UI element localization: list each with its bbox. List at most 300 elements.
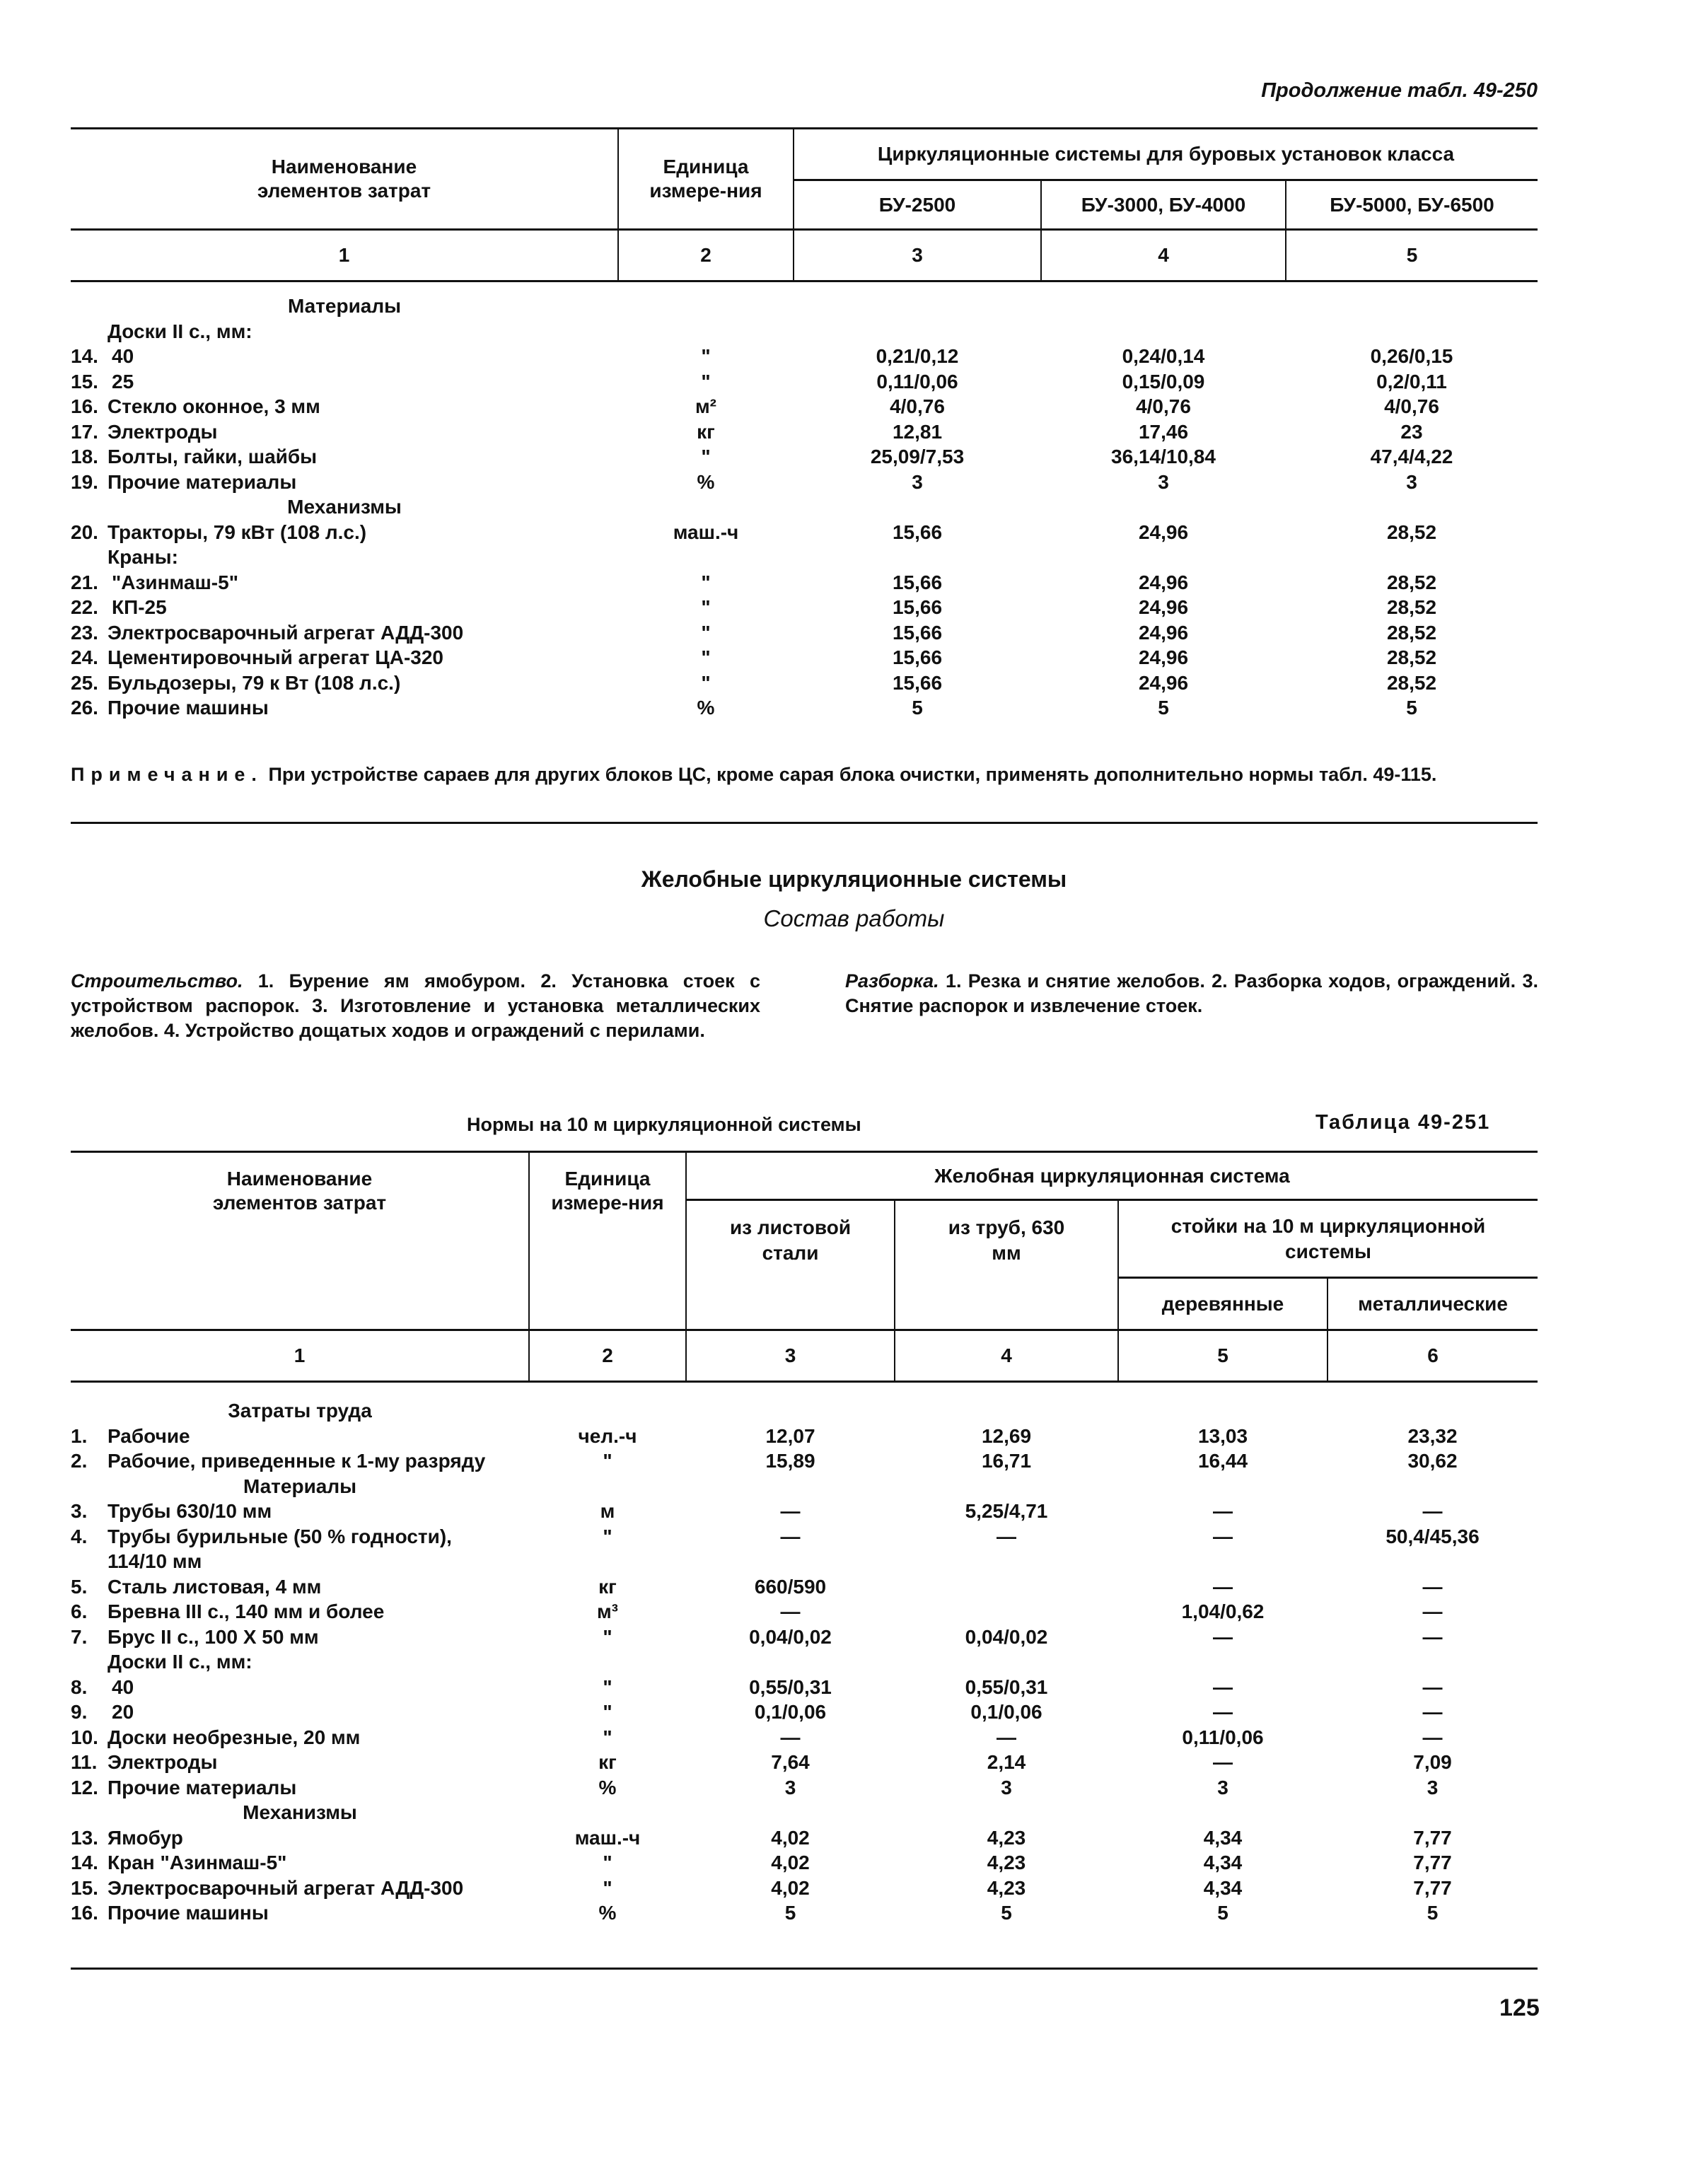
unit-cell: " bbox=[603, 1726, 612, 1748]
row-name bbox=[71, 1876, 529, 1901]
empty-cell bbox=[794, 319, 1041, 344]
table-row bbox=[71, 319, 1538, 344]
unit-cell: " bbox=[701, 646, 711, 668]
header-pipes: из труб, 630 мм bbox=[895, 1200, 1118, 1330]
value-cell: 12,07 bbox=[765, 1424, 815, 1447]
value-cell: — bbox=[780, 1600, 801, 1622]
value-cell: 4,02 bbox=[771, 1876, 810, 1899]
row-name bbox=[71, 1424, 529, 1449]
row-number: 24. bbox=[71, 646, 98, 668]
empty-cell bbox=[1041, 319, 1286, 344]
unit-cell: " bbox=[603, 1450, 612, 1472]
unit-cell: " bbox=[603, 1525, 612, 1547]
empty-cell bbox=[895, 1474, 1118, 1499]
value-cell: — bbox=[997, 1525, 1016, 1547]
value-cell: 17,46 bbox=[1138, 420, 1189, 443]
table-row bbox=[71, 1625, 1538, 1650]
value-cell: 28,52 bbox=[1386, 646, 1437, 668]
row-label: Стекло оконное, 3 мм bbox=[108, 395, 320, 417]
row-name bbox=[71, 570, 618, 595]
value-cell: 4/0,76 bbox=[1136, 395, 1191, 417]
value-cell: 3 bbox=[784, 1776, 796, 1798]
col-num-1: 1 bbox=[71, 1330, 529, 1382]
table-row bbox=[71, 1775, 1538, 1801]
empty-cell bbox=[1286, 494, 1538, 520]
row-subheading bbox=[71, 545, 618, 570]
unit-cell: " bbox=[603, 1876, 612, 1899]
value-cell: 15,66 bbox=[892, 571, 943, 593]
row-name bbox=[71, 1825, 529, 1851]
value-cell: 24,96 bbox=[1138, 671, 1189, 694]
empty-cell bbox=[686, 1382, 895, 1424]
note-label: Примечание. bbox=[71, 764, 263, 785]
value-cell: 0,1/0,06 bbox=[754, 1701, 827, 1723]
table-row bbox=[71, 1850, 1538, 1876]
header-unit: Единица измере-ния bbox=[529, 1152, 686, 1330]
table-row bbox=[71, 1574, 1538, 1600]
value-cell: — bbox=[1422, 1500, 1443, 1522]
row-label: Прочие машины bbox=[108, 1902, 269, 1924]
value-cell: 16,71 bbox=[981, 1450, 1032, 1472]
row-number: 14. bbox=[71, 1852, 98, 1873]
row-name bbox=[71, 344, 618, 369]
row-label: Доски II с., мм: bbox=[108, 320, 252, 342]
section-title: Желобные циркуляционные системы bbox=[641, 866, 1067, 892]
unit-cell: маш.-ч bbox=[673, 521, 739, 543]
table-row bbox=[71, 595, 1538, 620]
value-cell: 0,26/0,15 bbox=[1370, 345, 1453, 367]
row-label: 20 bbox=[112, 1701, 134, 1723]
unit-cell: " bbox=[701, 370, 711, 393]
table-row bbox=[71, 1382, 1538, 1424]
table-row bbox=[71, 1725, 1538, 1750]
table-caption: Нормы на 10 м циркуляционной системы bbox=[467, 1114, 861, 1135]
section-heading: Материалы bbox=[243, 1475, 357, 1497]
value-cell: 5 bbox=[1217, 1902, 1228, 1924]
row-name bbox=[71, 394, 618, 419]
empty-cell bbox=[686, 1800, 895, 1825]
empty-cell bbox=[895, 1549, 1118, 1574]
value-cell: 30,62 bbox=[1407, 1450, 1458, 1472]
table-row bbox=[71, 545, 1538, 570]
table-row bbox=[71, 1675, 1538, 1700]
empty-cell bbox=[1328, 1382, 1538, 1424]
col-num-4: 4 bbox=[1041, 230, 1286, 281]
unit-cell: % bbox=[697, 697, 715, 719]
section-subtitle: Состав работы bbox=[763, 905, 945, 931]
row-number: 3. bbox=[71, 1500, 88, 1522]
empty-cell bbox=[1118, 1800, 1328, 1825]
value-cell: 4,23 bbox=[987, 1876, 1026, 1899]
value-cell: 2,14 bbox=[987, 1751, 1026, 1773]
unit-cell: кг bbox=[697, 420, 715, 443]
divider bbox=[71, 822, 1538, 824]
value-cell: 24,96 bbox=[1138, 646, 1189, 668]
value-cell bbox=[895, 1574, 1118, 1600]
table-number: Таблица 49-251 bbox=[1315, 1111, 1491, 1134]
header-col-5: БУ-5000, БУ-6500 bbox=[1286, 180, 1538, 230]
value-cell: 0,2/0,11 bbox=[1376, 370, 1447, 393]
unit-cell: м² bbox=[695, 395, 717, 417]
table-row bbox=[71, 695, 1538, 721]
col-num-2: 2 bbox=[618, 230, 794, 281]
row-label: 40 bbox=[112, 345, 134, 367]
value-cell: 36,14/10,84 bbox=[1111, 446, 1216, 467]
table-body bbox=[71, 1382, 1538, 1926]
table-row bbox=[71, 419, 1538, 445]
empty-cell bbox=[1041, 494, 1286, 520]
empty-cell bbox=[1286, 545, 1538, 570]
row-subheading bbox=[71, 1649, 529, 1675]
row-label: Электроды bbox=[108, 420, 218, 443]
row-label: Краны: bbox=[108, 546, 178, 568]
empty-cell bbox=[1118, 1382, 1328, 1424]
row-label: Прочие материалы bbox=[108, 1776, 297, 1798]
row-name bbox=[71, 1725, 529, 1750]
value-cell: 1,04/0,62 bbox=[1181, 1600, 1265, 1622]
unit-cell: кг bbox=[598, 1575, 617, 1598]
value-cell: 15,66 bbox=[892, 621, 943, 644]
row-label: Электроды bbox=[108, 1751, 218, 1773]
value-cell: 15,66 bbox=[892, 521, 943, 543]
row-label: Ямобур bbox=[108, 1826, 183, 1849]
empty-cell bbox=[794, 281, 1041, 319]
header-name: Наименование элементов затрат bbox=[71, 1152, 529, 1330]
header-col-3: БУ-2500 bbox=[794, 180, 1041, 230]
value-cell: — bbox=[1213, 1701, 1233, 1723]
value-cell: 5 bbox=[784, 1902, 796, 1924]
value-cell: 5 bbox=[1406, 697, 1417, 719]
row-number: 17. bbox=[71, 420, 98, 443]
empty-cell bbox=[895, 1649, 1118, 1675]
value-cell: 15,66 bbox=[892, 646, 943, 668]
value-cell: 3 bbox=[1158, 470, 1169, 493]
empty-cell bbox=[1328, 1474, 1538, 1499]
empty-cell bbox=[529, 1549, 686, 1574]
table-row bbox=[71, 494, 1538, 520]
row-label: Тракторы, 79 кВт (108 л.с.) bbox=[108, 521, 367, 543]
table-body bbox=[71, 281, 1538, 721]
row-label: 114/10 мм bbox=[108, 1550, 202, 1572]
table-row bbox=[71, 1699, 1538, 1725]
value-cell: 4/0,76 bbox=[890, 395, 945, 417]
value-cell: 28,52 bbox=[1386, 621, 1437, 644]
empty-cell bbox=[1328, 1649, 1538, 1675]
row-number: 8. bbox=[71, 1675, 88, 1698]
value-cell: 28,52 bbox=[1386, 671, 1437, 694]
row-number: 4. bbox=[71, 1525, 88, 1547]
table-row bbox=[71, 281, 1538, 319]
value-cell: 4,34 bbox=[1203, 1852, 1243, 1873]
table-row bbox=[71, 444, 1538, 470]
value-cell: 7,77 bbox=[1413, 1826, 1452, 1849]
row-label: Брус II с., 100 X 50 мм bbox=[108, 1625, 319, 1648]
row-number: 2. bbox=[71, 1450, 88, 1472]
row-number: 19. bbox=[71, 470, 98, 493]
value-cell: — bbox=[780, 1525, 801, 1547]
value-cell: 4,23 bbox=[987, 1852, 1026, 1873]
value-cell: 0,21/0,12 bbox=[876, 345, 959, 367]
unit-cell: " bbox=[701, 571, 711, 593]
row-label: Электросварочный агрегат АДД-300 bbox=[108, 621, 464, 644]
col-num-3: 3 bbox=[686, 1330, 895, 1382]
empty-cell bbox=[529, 1382, 686, 1424]
row-number: 18. bbox=[71, 446, 98, 467]
section-heading: Материалы bbox=[287, 295, 402, 317]
empty-cell bbox=[618, 545, 794, 570]
row-number: 26. bbox=[71, 697, 98, 719]
value-cell: 3 bbox=[912, 470, 923, 493]
work-construction bbox=[71, 969, 760, 1043]
value-cell: 7,77 bbox=[1413, 1852, 1452, 1873]
empty-cell bbox=[686, 1549, 895, 1574]
value-cell: 24,96 bbox=[1138, 596, 1189, 618]
row-name bbox=[71, 595, 618, 620]
row-label: Электросварочный агрегат АДД-300 bbox=[108, 1876, 464, 1899]
row-label: Рабочие bbox=[108, 1424, 190, 1447]
value-cell: 4,23 bbox=[987, 1826, 1026, 1849]
empty-cell bbox=[1118, 1549, 1328, 1574]
unit-cell: % bbox=[598, 1776, 617, 1798]
unit-cell: " bbox=[603, 1701, 612, 1723]
value-cell: 47,4/4,22 bbox=[1370, 446, 1453, 467]
value-cell: — bbox=[1213, 1625, 1233, 1648]
empty-cell bbox=[794, 494, 1041, 520]
col-num-6: 6 bbox=[1328, 1330, 1538, 1382]
unit-cell: " bbox=[603, 1625, 612, 1648]
section-heading: Затраты труда bbox=[228, 1400, 372, 1422]
unit-cell: % bbox=[697, 470, 715, 493]
value-cell: 0,04/0,02 bbox=[965, 1625, 1048, 1648]
value-cell: 24,96 bbox=[1138, 621, 1189, 644]
table-row bbox=[71, 369, 1538, 395]
value-cell: 28,52 bbox=[1386, 521, 1437, 543]
value-cell: 12,69 bbox=[981, 1424, 1032, 1447]
row-number: 5. bbox=[71, 1575, 88, 1598]
value-cell: 24,96 bbox=[1138, 521, 1189, 543]
work-dismantling bbox=[845, 969, 1538, 1018]
value-cell: 4,34 bbox=[1203, 1876, 1243, 1899]
row-name bbox=[71, 670, 618, 696]
table-row bbox=[71, 1599, 1538, 1625]
row-number: 12. bbox=[71, 1776, 98, 1798]
value-cell: 7,09 bbox=[1413, 1751, 1452, 1773]
header-sheet: из листовой стали bbox=[686, 1200, 895, 1330]
table-row bbox=[71, 344, 1538, 369]
table-row bbox=[71, 670, 1538, 696]
value-cell: — bbox=[780, 1500, 801, 1522]
row-name bbox=[71, 1625, 529, 1650]
value-cell: — bbox=[1213, 1675, 1233, 1698]
unit-cell: кг bbox=[598, 1751, 617, 1773]
value-cell: 16,44 bbox=[1197, 1450, 1248, 1472]
value-cell: 0,24/0,14 bbox=[1122, 345, 1205, 367]
table-row bbox=[71, 1549, 1538, 1574]
empty-cell bbox=[529, 1474, 686, 1499]
row-label: КП-25 bbox=[112, 596, 167, 618]
empty-cell bbox=[529, 1800, 686, 1825]
value-cell: 3 bbox=[1406, 470, 1417, 493]
value-cell: 13,03 bbox=[1197, 1424, 1248, 1447]
row-name bbox=[71, 1699, 529, 1725]
value-cell: 24,96 bbox=[1138, 571, 1189, 593]
unit-cell: % bbox=[598, 1902, 617, 1924]
row-name bbox=[71, 419, 618, 445]
row-continuation bbox=[71, 1549, 529, 1574]
row-label: Трубы бурильные (50 % годности), bbox=[108, 1525, 452, 1547]
empty-cell bbox=[618, 281, 794, 319]
row-name bbox=[71, 620, 618, 646]
row-name bbox=[71, 1524, 529, 1550]
row-name bbox=[71, 1675, 529, 1700]
empty-cell bbox=[1286, 281, 1538, 319]
row-name bbox=[71, 1448, 529, 1474]
header-metal: металлические bbox=[1328, 1278, 1538, 1330]
row-number: 14. bbox=[71, 345, 98, 367]
table-row bbox=[71, 1750, 1538, 1775]
value-cell: — bbox=[1422, 1726, 1443, 1748]
row-number: 9. bbox=[71, 1701, 88, 1723]
header-col-4: БУ-3000, БУ-4000 bbox=[1041, 180, 1286, 230]
value-cell: — bbox=[1422, 1701, 1443, 1723]
row-label: Трубы 630/10 мм bbox=[108, 1500, 272, 1522]
value-cell: 0,55/0,31 bbox=[749, 1675, 832, 1698]
value-cell: 0,1/0,06 bbox=[970, 1701, 1042, 1723]
row-number: 10. bbox=[71, 1726, 98, 1748]
unit-cell: м³ bbox=[596, 1600, 619, 1622]
value-cell: — bbox=[1213, 1751, 1233, 1773]
value-cell: 4/0,76 bbox=[1384, 395, 1439, 417]
table-row bbox=[71, 520, 1538, 545]
value-cell: 0,55/0,31 bbox=[965, 1675, 1048, 1698]
value-cell: 0,11/0,06 bbox=[876, 370, 958, 393]
value-cell: 5 bbox=[1427, 1902, 1439, 1924]
empty-cell bbox=[618, 494, 794, 520]
value-cell: — bbox=[1213, 1500, 1233, 1522]
empty-cell bbox=[1328, 1800, 1538, 1825]
col-num-3: 3 bbox=[794, 230, 1041, 281]
empty-cell bbox=[1328, 1549, 1538, 1574]
table-row bbox=[71, 1649, 1538, 1675]
row-label: "Азинмаш-5" bbox=[112, 571, 238, 593]
table-row bbox=[71, 645, 1538, 670]
value-cell: 15,66 bbox=[892, 596, 943, 618]
row-number: 1. bbox=[71, 1424, 88, 1447]
table-row bbox=[71, 470, 1538, 495]
row-label: 40 bbox=[112, 1675, 134, 1698]
table-row bbox=[71, 1524, 1538, 1550]
table-row bbox=[71, 1474, 1538, 1499]
row-label: Доски необрезные, 20 мм bbox=[108, 1726, 361, 1748]
value-cell: 23 bbox=[1400, 420, 1423, 443]
header-wood: деревянные bbox=[1118, 1278, 1328, 1330]
unit-cell: " bbox=[701, 671, 711, 694]
empty-cell bbox=[895, 1382, 1118, 1424]
col-num-5: 5 bbox=[1286, 230, 1538, 281]
row-number: 6. bbox=[71, 1600, 88, 1622]
section-heading: Механизмы bbox=[243, 1801, 357, 1823]
work-dismantling-text: 1. Резка и снятие желобов. 2. Разборка ходов, ограждений. 3. Снятие распорок и извлечение стоек. bbox=[845, 970, 1538, 1016]
empty-cell bbox=[529, 1649, 686, 1675]
row-number: 15. bbox=[71, 370, 98, 393]
unit-cell: м bbox=[600, 1500, 615, 1522]
value-cell: 12,81 bbox=[892, 420, 943, 443]
continuation-label: Продолжение табл. 49-250 bbox=[1261, 79, 1538, 102]
table-row bbox=[71, 1800, 1538, 1825]
header-unit: Единица измере-ния bbox=[618, 129, 794, 230]
row-name bbox=[71, 1900, 529, 1926]
row-name bbox=[71, 1574, 529, 1600]
value-cell: — bbox=[1422, 1600, 1443, 1622]
header-group: Циркуляционные системы для буровых установок класса bbox=[794, 129, 1538, 180]
row-number: 22. bbox=[71, 596, 98, 618]
row-name bbox=[71, 444, 618, 470]
empty-cell bbox=[1286, 319, 1538, 344]
value-cell: 660/590 bbox=[754, 1575, 827, 1598]
empty-cell bbox=[1041, 281, 1286, 319]
table-row bbox=[71, 570, 1538, 595]
value-cell: — bbox=[1422, 1575, 1443, 1598]
work-dismantling-label: Разборка. bbox=[845, 970, 939, 992]
value-cell: — bbox=[780, 1726, 801, 1748]
row-number: 16. bbox=[71, 1902, 98, 1924]
row-label: Цементировочный агрегат ЦА-320 bbox=[108, 646, 444, 668]
empty-cell bbox=[1118, 1649, 1328, 1675]
table-row bbox=[71, 394, 1538, 419]
value-cell: 4,02 bbox=[771, 1826, 810, 1849]
row-name bbox=[71, 470, 618, 495]
unit-cell: " bbox=[603, 1852, 612, 1873]
row-label: Бревна III с., 140 мм и более bbox=[108, 1600, 385, 1622]
value-cell: 5 bbox=[1158, 697, 1169, 719]
value-cell: 3 bbox=[1427, 1776, 1439, 1798]
row-number: 11. bbox=[71, 1751, 98, 1773]
unit-cell: " bbox=[603, 1675, 612, 1698]
header-name: Наименование элементов затрат bbox=[71, 129, 618, 230]
unit-cell: " bbox=[701, 345, 711, 367]
table-row bbox=[71, 1424, 1538, 1449]
row-label: Доски II с., мм: bbox=[108, 1651, 252, 1673]
row-label: Кран "Азинмаш-5" bbox=[108, 1852, 287, 1873]
row-number: 25. bbox=[71, 671, 98, 694]
table-bottom-rule bbox=[71, 1968, 1538, 1970]
value-cell: 0,11/0,06 bbox=[1182, 1726, 1264, 1748]
value-cell: — bbox=[997, 1726, 1016, 1748]
value-cell: 3 bbox=[1001, 1776, 1012, 1798]
row-name bbox=[71, 695, 618, 721]
value-cell: — bbox=[1213, 1575, 1233, 1598]
row-name bbox=[71, 520, 618, 545]
table-row bbox=[71, 1499, 1538, 1524]
table-row bbox=[71, 1448, 1538, 1474]
value-cell: — bbox=[1422, 1675, 1443, 1698]
row-name bbox=[71, 1599, 529, 1625]
work-construction-label: Строительство. bbox=[71, 970, 243, 992]
empty-cell bbox=[686, 1649, 895, 1675]
row-name bbox=[71, 1750, 529, 1775]
row-label: 25 bbox=[112, 370, 134, 393]
value-cell: 3 bbox=[1217, 1776, 1228, 1798]
page-number: 125 bbox=[1499, 1994, 1540, 2021]
value-cell: 7,64 bbox=[771, 1751, 810, 1773]
value-cell: 5 bbox=[1001, 1902, 1012, 1924]
header-posts: стойки на 10 м циркуляционной системы bbox=[1118, 1200, 1538, 1278]
row-name bbox=[71, 1775, 529, 1801]
unit-cell: маш.-ч bbox=[574, 1826, 641, 1849]
header-group: Желобная циркуляционная система bbox=[686, 1152, 1538, 1200]
col-num-2: 2 bbox=[529, 1330, 686, 1382]
row-number: 20. bbox=[71, 521, 98, 543]
